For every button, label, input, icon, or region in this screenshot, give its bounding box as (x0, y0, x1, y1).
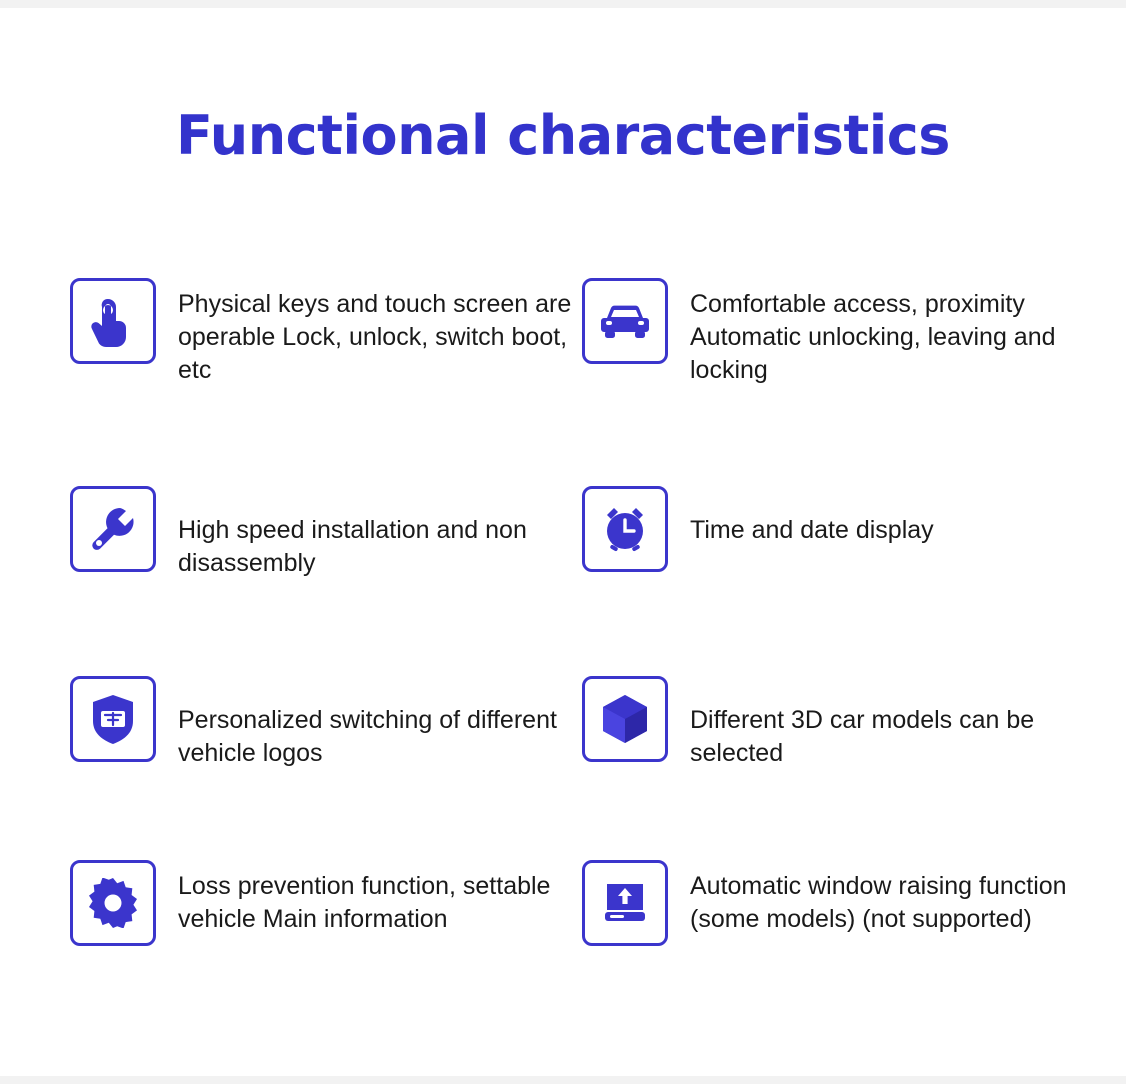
feature-label: Different 3D car models can be selected (690, 706, 1035, 767)
car-icon (582, 278, 668, 364)
bottom-edge-band (0, 1076, 1126, 1084)
shield-logo-icon (70, 676, 156, 762)
feature-label: Personalized switching of different vehicle logos (178, 706, 557, 767)
feature-item (70, 486, 582, 676)
feature-item (70, 676, 582, 860)
page-title: Functional characteristics (176, 104, 950, 167)
feature-label: Automatic window raising function (some models) (not supported) (690, 872, 1067, 933)
feature-item (70, 860, 582, 1040)
feature-label: Time and date display (690, 516, 934, 544)
alarm-clock-icon (582, 486, 668, 572)
feature-item (70, 278, 582, 486)
feature-item (582, 486, 1090, 676)
feature-label: High speed installation and non disassembly (178, 516, 527, 577)
feature-label: Loss prevention function, settable vehicle Main information (178, 872, 551, 933)
feature-grid (70, 278, 1090, 1040)
touch-hand-icon (70, 278, 156, 364)
feature-label: Physical keys and touch screen are operable Lock, unlock, switch boot, etc (178, 290, 572, 384)
top-edge-band (0, 0, 1126, 8)
3d-cube-icon (582, 676, 668, 762)
feature-item (582, 278, 1090, 486)
gear-icon (70, 860, 156, 946)
feature-item (582, 676, 1090, 860)
wrench-icon (70, 486, 156, 572)
feature-label: Comfortable access, proximity Automatic unlocking, leaving and locking (690, 290, 1056, 384)
window-up-icon (582, 860, 668, 946)
feature-item (582, 860, 1090, 1040)
